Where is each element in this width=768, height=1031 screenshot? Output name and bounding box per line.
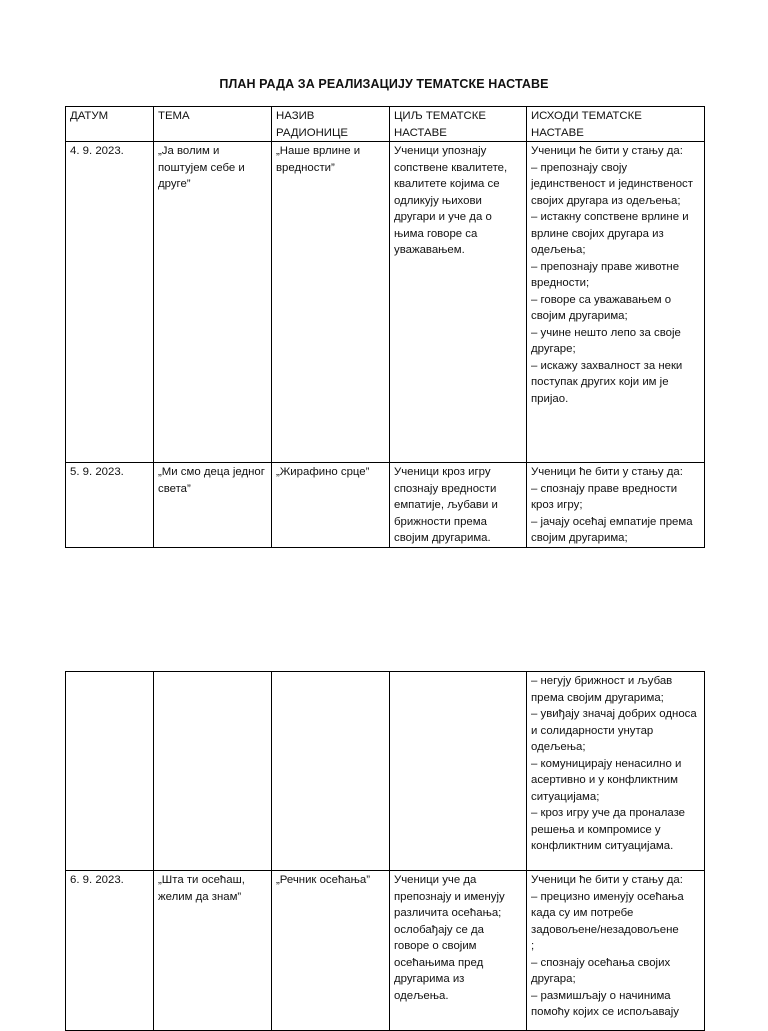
table-header-row [66, 107, 705, 142]
cell-outcomes: Ученици ће бити у стању да: – спознају праве вредности кроз игру; – јачају осећај емпатије према својим другарима; [527, 463, 705, 548]
plan-table-part-1 [65, 106, 705, 548]
cell-date [66, 672, 154, 871]
cell-workshop [272, 672, 390, 871]
cell-topic: „Ја волим и поштујем себе и друге” [154, 142, 272, 463]
cell-outcomes: Ученици ће бити у стању да: – прецизно именују осећања када су им потребе задовољене/незадовољене ; – спознају осећања својих другара; – размишљају о начинима помоћу којих се испољавају [527, 871, 705, 1031]
header-topic: ТЕМА [154, 107, 272, 142]
cell-outcomes: Ученици ће бити у стању да: – препознају своју јединственост и јединственост својих другара из одељења; – истакну сопствене врлине и врлине својих другара из одељења; – препознају праве животне вредности; – говоре са уважавањем о својим другарима; – учине нешто лепо за своје другаре; – искажу захвалност за неки поступак других који им је пријао. [527, 142, 705, 463]
table-row [66, 871, 705, 1031]
cell-goal: Ученици уче да препознају и именују различита осећања; ослобађају се да говоре о својим осећањима пред другарима из одељења. [390, 871, 527, 1031]
cell-workshop: „Жирафино срце” [272, 463, 390, 548]
cell-goal: Ученици кроз игру спознају вредности емпатије, љубави и брижности према својим другарима. [390, 463, 527, 548]
table-row [66, 142, 705, 463]
cell-goal [390, 672, 527, 871]
cell-goal: Ученици упознају сопствене квалитете, квалитете којима се одликују њихови другари и уче да о њима говоре са уважавањем. [390, 142, 527, 463]
header-outcomes: ИСХОДИ ТЕМАТСКЕ НАСТАВЕ [527, 107, 705, 142]
header-goal: ЦИЉ ТЕМАТСКЕ НАСТАВЕ [390, 107, 527, 142]
header-workshop: НАЗИВ РАДИОНИЦЕ [272, 107, 390, 142]
header-date: ДАТУМ [66, 107, 154, 142]
cell-workshop: „Речник осећања” [272, 871, 390, 1031]
cell-outcomes: – негују брижност и љубав према својим другарима; – увиђају значај добрих односа и солидарности унутар одељења; – комуницирају ненасилно и асертивно и у конфликтним ситуацијама; – кроз игру уче да проналазе решења и компромисе у конфликтним ситуацијама. [527, 672, 705, 871]
table-row [66, 672, 705, 871]
cell-date: 5. 9. 2023. [66, 463, 154, 548]
cell-date: 6. 9. 2023. [66, 871, 154, 1031]
table-row [66, 463, 705, 548]
cell-date: 4. 9. 2023. [66, 142, 154, 463]
page-title: ПЛАН РАДА ЗА РЕАЛИЗАЦИЈУ ТЕМАТСКЕ НАСТАВЕ [219, 77, 549, 91]
cell-topic [154, 672, 272, 871]
cell-topic: „Шта ти осећаш, желим да знам” [154, 871, 272, 1031]
cell-topic: „Ми смо деца једног света” [154, 463, 272, 548]
plan-table-part-2 [65, 671, 705, 1031]
cell-workshop: „Наше врлине и вредности” [272, 142, 390, 463]
